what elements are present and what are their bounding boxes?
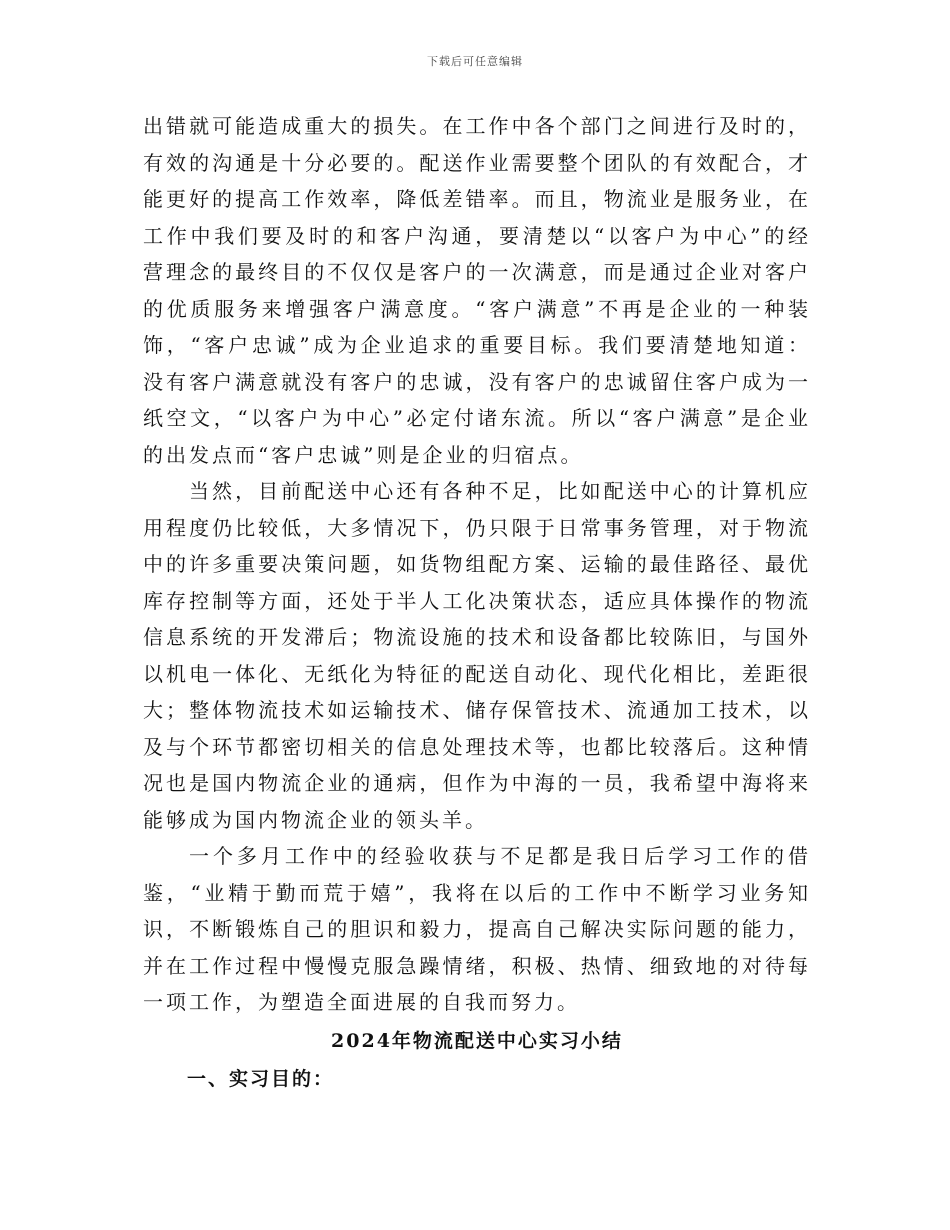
paragraph-conclusion: 一个多月工作中的经验收获与不足都是我日后学习工作的借鉴，“业精于勤而荒于嬉”，我将在以后的工作中不断学习业务知识，不断锻炼自己的胆识和毅力，提高自己解决实际问题的能力，并在工作过程中慢慢克服急躁情绪，积极、热情、细致地的对待每一项工作，为塑造全面进展的自我而努力。 <box>143 844 811 1014</box>
page-header: 下载后可任意编辑 <box>427 55 523 68</box>
document-title: 2024年物流配送中心实习小结 <box>331 1029 623 1052</box>
document-body <box>143 108 811 1099</box>
paragraph-shortcomings: 当然，目前配送中心还有各种不足，比如配送中心的计算机应用程度仍比较低，大多情况下，仍只限于日常事务管理，对于物流中的许多重要决策问题，如货物组配方案、运输的最佳路径、最优库存控制等方面，还处于半人工化决策状态，适应具体操作的物流信息系统的开发滞后；物流设施的技术和设备都比较陈旧，与国外以机电一体化、无纸化为特征的配送自动化、现代化相比，差距很大；整体物流技术如运输技术、储存保管技术、流通加工技术，以及与个环节都密切相关的信息处理技术等，也都比较落后。这种情况也是国内物流企业的通病，但作为中海的一员，我希望中海将来能够成为国内物流企业的领头羊。 <box>143 479 811 832</box>
section-heading: 一、实习目的： <box>187 1067 335 1090</box>
paragraph-continuation: 出错就可能造成重大的损失。在工作中各个部门之间进行及时的，有效的沟通是十分必要的。配送作业需要整个团队的有效配合，才能更好的提高工作效率，降低差错率。而且，物流业是服务业，在工作中我们要及时的和客户沟通，要清楚以“以客户为中心”的经营理念的最终目的不仅仅是客户的一次满意，而是通过企业对客户的优质服务来增强客户满意度。“客户满意”不再是企业的一种装饰，“客户忠诚”成为企业追求的重要目标。我们要清楚地知道：没有客户满意就没有客户的忠诚，没有客户的忠诚留住客户成为一纸空文，“以客户为中心”必定付诸东流。所以“客户满意”是企业的出发点而“客户忠诚”则是企业的归宿点。 <box>143 114 811 467</box>
